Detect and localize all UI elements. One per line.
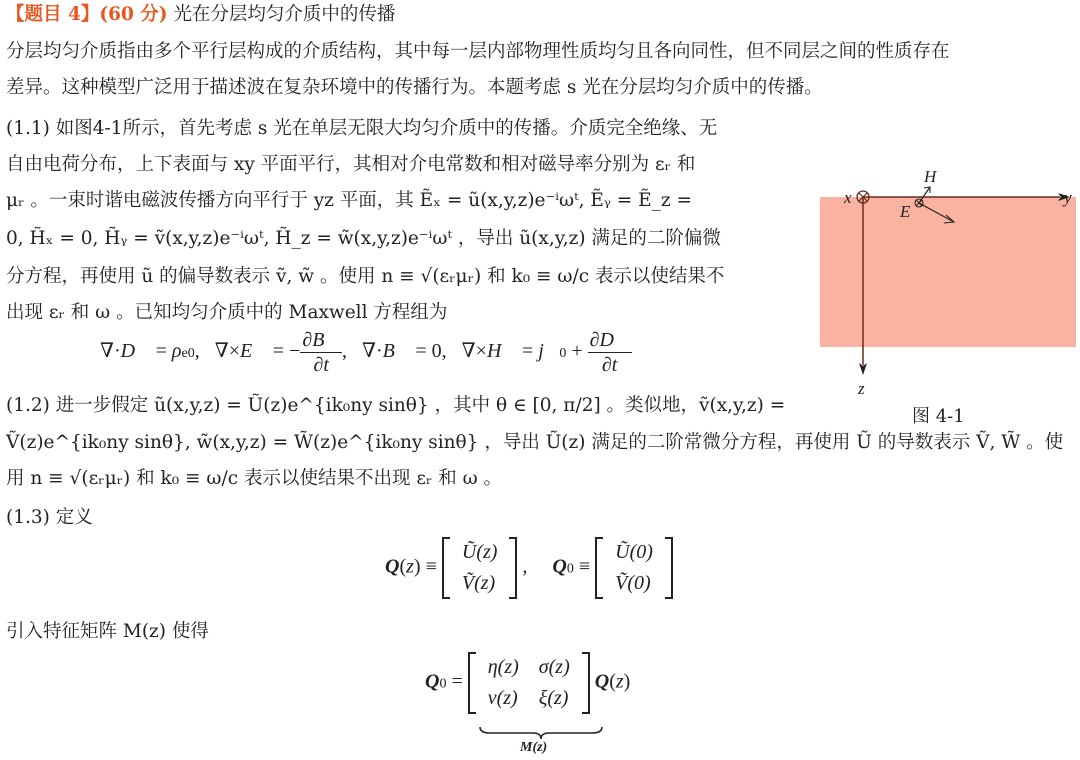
q0-vector: Ũ(0) Ṽ(0): [595, 537, 673, 599]
figure-caption: 图 4-1: [912, 406, 965, 427]
characteristic-matrix: [468, 652, 590, 714]
part-1-1-label: (1.1): [6, 118, 50, 139]
underbrace-icon: [478, 726, 604, 740]
svg-text:E: E: [900, 202, 911, 221]
problem-heading: [6, 3, 395, 27]
problem-tag: 【题目 4】(60 分): [6, 4, 168, 25]
matrix-eta: η(z): [487, 656, 519, 678]
part-1-2-label: (1.2): [6, 395, 50, 416]
matrix-intro: 引入特征矩阵 M(z) 使得: [6, 621, 209, 642]
figure-4-1-diagram: [820, 160, 1080, 420]
part-1-2-line-1: [6, 394, 785, 418]
medium-region: [820, 197, 1076, 347]
matrix-equation: Q0 = η(z) σ(z) ν(z) ξ(z) Q(z): [425, 652, 630, 714]
svg-text:y: y: [1064, 188, 1072, 207]
part-1-3-label: (1.3): [6, 507, 50, 528]
part-1-1-line-4: 0, H̃ₓ = 0, H̃ᵧ = ṽ(x,y,z)e⁻ⁱωᵗ, H̃_z = w̃(x,y,z)e⁻ⁱωᵗ ，导出 ũ(x,y,z) 满足的二阶偏微: [6, 228, 721, 249]
part-1-3-define: 定义: [55, 507, 93, 528]
part-1-1-line-5: 分方程，再使用 ũ 的偏导数表示 ṽ, w̃ 。使用 n ≡ √(εᵣμᵣ) 和 k₀ ≡ ω/c 表示以使结果不: [6, 266, 725, 287]
part-1-1-line-6: 出现 εᵣ 和 ω 。已知均匀介质中的 Maxwell 方程组为: [6, 302, 448, 323]
matrix-sigma: σ(z): [538, 656, 570, 678]
part-1-2-line-3: 用 n ≡ √(εᵣμᵣ) 和 k₀ ≡ ω/c 表示以使结果不出现 εᵣ 和 ω 。: [6, 468, 503, 489]
problem-title: 光在分层均匀介质中的传播: [173, 4, 396, 25]
part-1-1-line-1: [6, 117, 717, 141]
q-definition: Q(z) ≡ Ũ(z) Ṽ(z) , Q0 ≡ Ũ(0) Ṽ(0): [385, 537, 673, 599]
underbrace-label: M(z): [520, 740, 548, 755]
part-1-1-text-1: 如图4-1所示，首先考虑 s 光在单层无限大均匀介质中的传播。介质完全绝缘、无: [55, 118, 718, 139]
svg-text:H: H: [924, 167, 937, 186]
matrix-nu: ν(z): [487, 687, 518, 709]
part-1-3-line-1: [6, 506, 93, 530]
svg-text:x: x: [844, 188, 852, 207]
intro-line-2: 差异。这种模型广泛用于描述波在复杂环境中的传播行为。本题考虑 s 光在分层均匀介质中的传播。: [6, 77, 823, 98]
intro-line-1: 分层均匀介质指由多个平行层构成的介质结构，其中每一层内部物理性质均匀且各向同性，但不同层之间的性质存在: [6, 41, 950, 62]
part-1-2-line-2: Ṽ(z)e^{ik₀ny sinθ}, w̃(x,y,z) = W̃(z)e^{ik₀ny sinθ} ，导出 Ũ(z) 满足的二阶常微分方程，再使用 Ũ 的导数表示 Ṽ, W̃ 。使: [6, 432, 1064, 453]
part-1-1-line-3: μᵣ 。一束时谐电磁波传播方向平行于 yz 平面，其 Ẽₓ = ũ(x,y,z)e⁻ⁱωᵗ, Ẽᵧ = Ẽ_z =: [6, 190, 693, 211]
part-1-2-text-1: 进一步假定 ũ(x,y,z) = Ũ(z)e^{ik₀ny sinθ} ，其中 θ ∈ [0, π/2] 。类似地，ṽ(x,y,z) =: [55, 395, 786, 416]
maxwell-equations: ∇·D⃗ = ρe0, ∇×E⃗ = − $\frac{\partial B⃗}{\partial t}$ , ∇·B⃗ = 0, ∇×H⃗ = j⃗0 + $\frac{\partial D⃗}{\partial t}$: [100, 329, 630, 376]
q-vector: Ũ(z) Ṽ(z): [442, 537, 518, 599]
matrix-xi: ξ(z): [538, 687, 569, 709]
part-1-1-line-2: 自由电荷分布，上下表面与 xy 平面平行，其相对介电常数和相对磁导率分别为 εᵣ 和: [6, 154, 696, 175]
svg-text:z: z: [858, 379, 865, 398]
